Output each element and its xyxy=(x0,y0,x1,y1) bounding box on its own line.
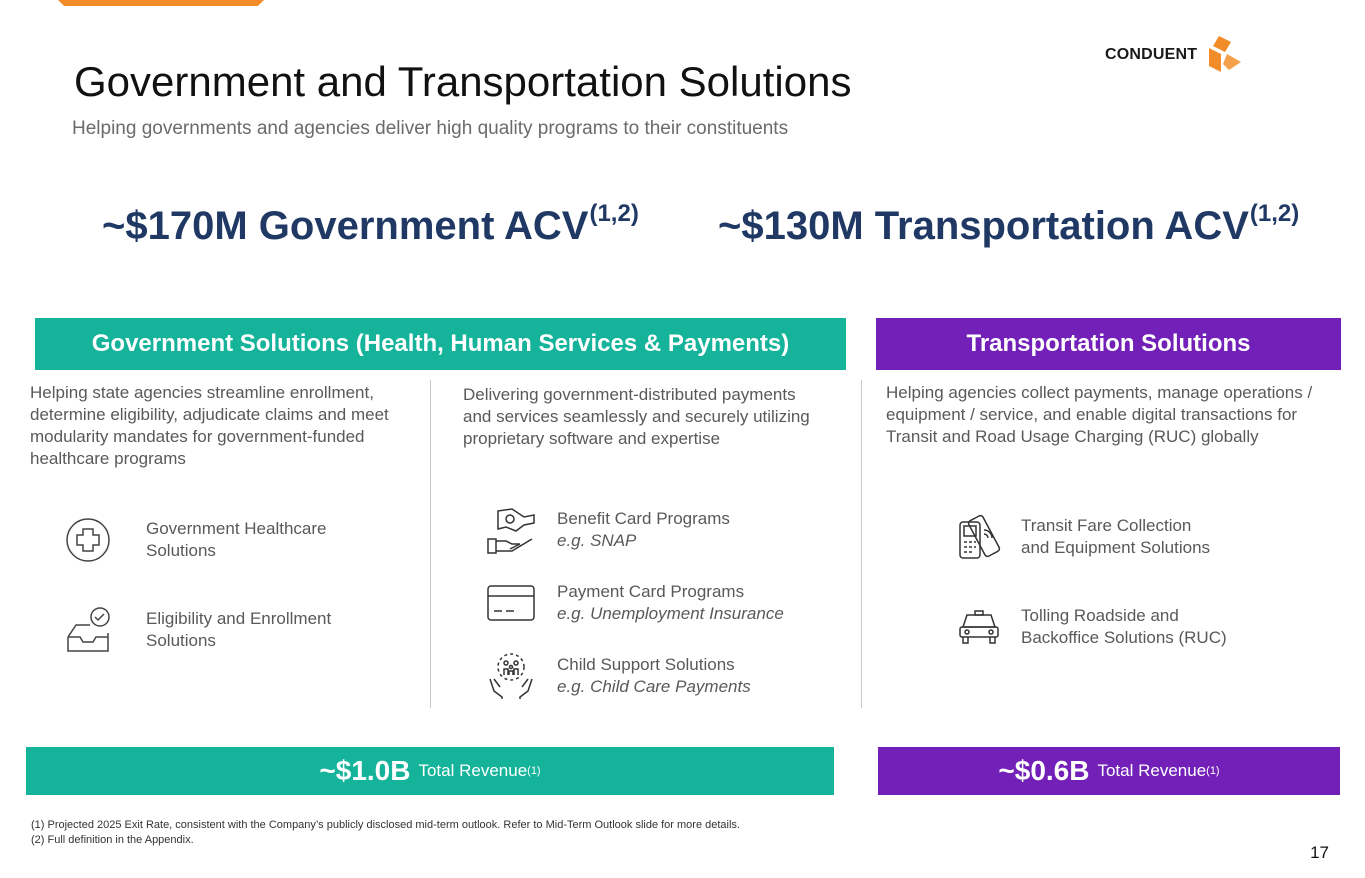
top-accent-bar xyxy=(58,0,264,6)
credit-card-icon xyxy=(485,577,537,629)
item-child-support-solutions: Child Support Solutions e.g. Child Care Payments xyxy=(485,650,751,702)
transportation-acv: ~$130M Transportation ACV$^{(1,2)}$ xyxy=(718,200,1300,248)
item-eligibility-enrollment: Eligibility and Enrollment Solutions xyxy=(62,604,331,656)
inbox-check-icon xyxy=(62,604,114,656)
medical-cross-icon xyxy=(62,514,114,566)
government-revenue-band: ~$1.0B Total Revenue (1) xyxy=(26,747,834,795)
logo-text: CONDUENT xyxy=(1105,46,1198,63)
family-hands-icon xyxy=(485,650,537,702)
page-number: 17 xyxy=(1310,843,1329,862)
taxi-car-icon xyxy=(953,601,1005,653)
hand-money-icon xyxy=(485,504,537,556)
transportation-band: Transportation Solutions xyxy=(876,318,1341,370)
contactless-terminal-icon xyxy=(953,511,1005,563)
conduent-logo-icon xyxy=(1203,34,1245,76)
item-payment-card-programs: Payment Card Programs e.g. Unemployment Insurance xyxy=(485,577,784,629)
government-acv: ~$170M Government ACV$^{(1,2)}$ xyxy=(102,200,639,248)
conduent-logo xyxy=(1105,34,1245,76)
column-divider xyxy=(430,380,431,708)
page-subtitle: Helping governments and agencies deliver high quality programs to their constituents xyxy=(72,118,789,139)
footnote-1: (1) Projected 2025 Exit Rate, consistent with the Company’s publicly disclosed mid-term outlook. Refer to Mid-Term Outlook slide for more details. xyxy=(31,819,740,831)
government-health-description: Helping state agencies streamline enrollment, determine eligibility, adjudicate claims and meet modularity mandates for government-funded healthcare programs xyxy=(30,383,389,468)
government-payments-description: Delivering government-distributed payments and services seamlessly and securely utilizing proprietary software and expertise xyxy=(463,385,810,448)
item-benefit-card-programs: Benefit Card Programs e.g. SNAP xyxy=(485,504,730,556)
item-tolling-roadside: Tolling Roadside and Backoffice Solutions (RUC) xyxy=(953,601,1227,653)
transportation-revenue-band: ~$0.6B Total Revenue (1) xyxy=(878,747,1340,795)
page-title: Government and Transportation Solutions xyxy=(74,58,852,105)
footnote-2: (2) Full definition in the Appendix. xyxy=(31,834,194,846)
government-band: Government Solutions (Health, Human Services & Payments) xyxy=(35,318,846,370)
column-divider xyxy=(861,380,862,708)
transportation-description: Helping agencies collect payments, manage operations / equipment / service, and enable digital transactions for Transit and Road Usage Charging (RUC) globally xyxy=(886,383,1313,446)
item-government-healthcare: Government Healthcare Solutions xyxy=(62,514,326,566)
item-transit-fare-collection: Transit Fare Collection and Equipment Solutions xyxy=(953,511,1210,563)
